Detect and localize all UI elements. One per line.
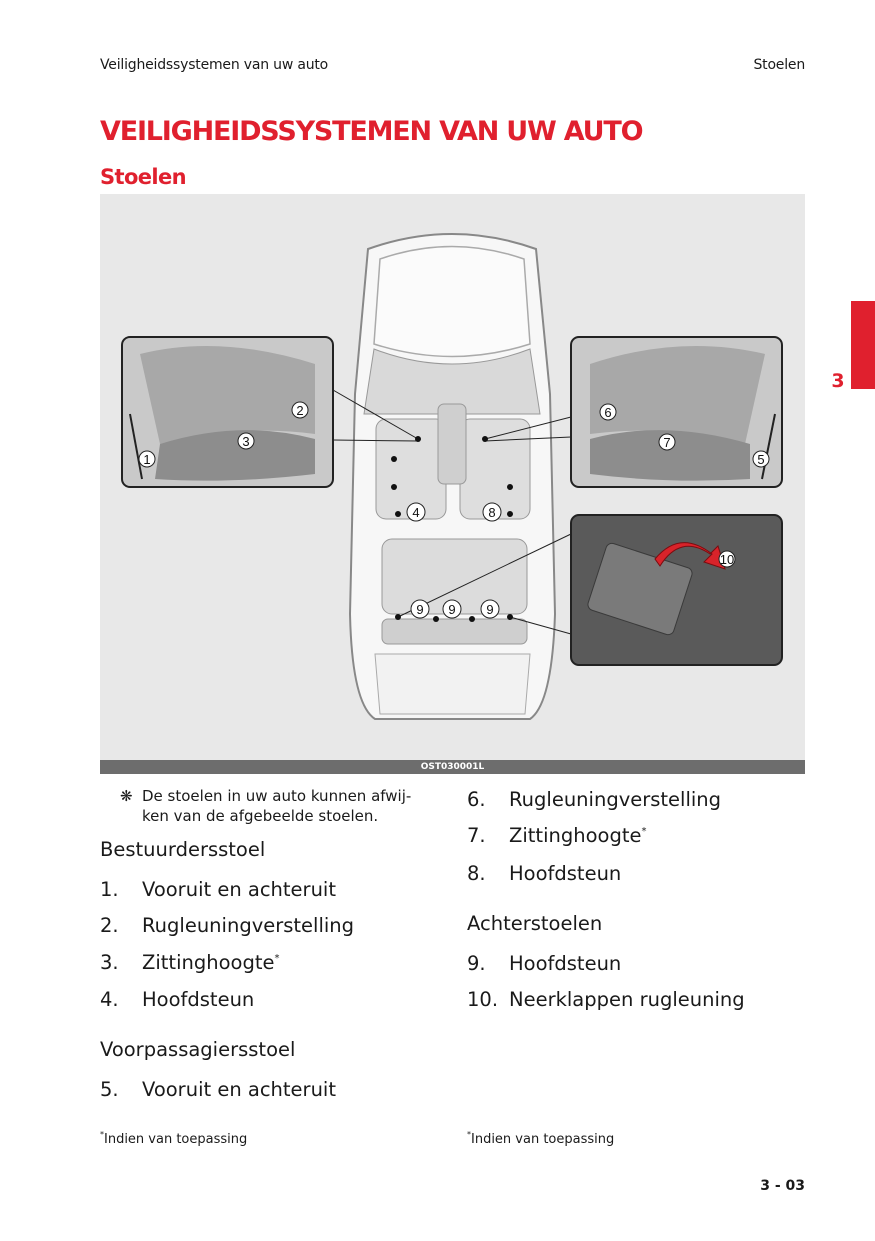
list-item: 8. Hoofdsteun xyxy=(467,862,622,885)
footnote-left: *Indien van toepassing xyxy=(100,1130,248,1147)
list-item: 9. Hoofdsteun xyxy=(467,952,622,975)
callout-6: 6 xyxy=(604,405,612,420)
driver-seat-inset xyxy=(122,337,333,487)
note-line-2: ken van de afgebeelde stoelen. xyxy=(142,807,379,825)
chapter-tab xyxy=(851,301,875,389)
rear-seat-fold-inset xyxy=(571,515,782,665)
seats-illustration xyxy=(100,194,805,760)
figure-caption-bar xyxy=(100,760,805,774)
callout-10: 10 xyxy=(719,552,735,567)
running-header-left: Veiligheidssystemen van uw auto xyxy=(100,57,329,73)
callout-9a: 9 xyxy=(416,602,424,617)
chapter-number: 3 xyxy=(831,370,845,392)
list-item: 10. Neerklappen rugleuning xyxy=(467,988,745,1011)
page-number: 3 - 03 xyxy=(760,1178,805,1194)
callout-5: 5 xyxy=(757,452,765,467)
callout-9b: 9 xyxy=(448,602,456,617)
car-seats-diagram xyxy=(100,194,805,760)
list-item: 4. Hoofdsteun xyxy=(100,988,255,1011)
rear-heading: Achterstoelen xyxy=(467,912,603,935)
list-item: 3. Zittinghoogte* xyxy=(100,951,280,974)
callout-8: 8 xyxy=(488,505,496,520)
callout-9c: 9 xyxy=(486,602,494,617)
list-item: 2. Rugleuningverstelling xyxy=(100,914,355,937)
callout-4: 4 xyxy=(412,505,420,520)
note xyxy=(100,786,430,826)
passenger-heading: Voorpassagiersstoel xyxy=(100,1038,296,1061)
footnote-right: *Indien van toepassing xyxy=(467,1130,615,1147)
callout-2: 2 xyxy=(296,403,304,418)
callout-7: 7 xyxy=(663,435,671,450)
running-header-right: Stoelen xyxy=(753,57,805,73)
note-line-1: De stoelen in uw auto kunnen afwij- xyxy=(142,787,412,805)
driver-heading: Bestuurdersstoel xyxy=(100,838,266,861)
list-item: 6. Rugleuningverstelling xyxy=(467,788,722,811)
list-item: 1. Vooruit en achteruit xyxy=(100,878,336,901)
note-mark: ❋ xyxy=(120,787,133,805)
left-column xyxy=(100,786,430,1101)
list-item: 7. Zittinghoogte* xyxy=(467,824,647,847)
callout-3: 3 xyxy=(242,434,250,449)
callout-1: 1 xyxy=(143,452,151,467)
section-title: Stoelen xyxy=(100,165,187,189)
list-item: 5. Vooruit en achteruit xyxy=(100,1078,336,1101)
car-top-view xyxy=(350,234,555,719)
page-title: VEILIGHEIDSSYSTEMEN VAN UW AUTO xyxy=(100,116,643,147)
passenger-seat-inset xyxy=(571,337,782,487)
figure-code: OST030001L xyxy=(420,762,485,772)
